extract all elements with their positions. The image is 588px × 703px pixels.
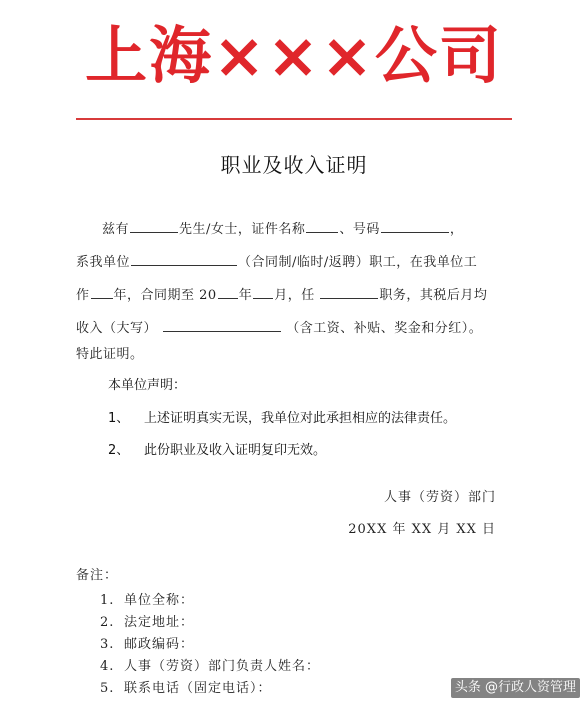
text-segment: 先生/女士，证件名称 [179, 222, 306, 237]
note-item [100, 614, 194, 632]
text-lead: 系我单位 [76, 255, 131, 270]
note-item-number: 2. [100, 615, 115, 630]
text-segment: 月，任 [274, 288, 315, 303]
name-blank [130, 219, 178, 233]
text-segment: 年 [238, 288, 253, 303]
text-lead: 兹有 [102, 222, 130, 237]
note-item-number: 5. [100, 681, 115, 696]
declaration-title: 本单位声明： [108, 378, 187, 393]
note-item-text: 法定地址： [124, 615, 195, 630]
note-item [100, 592, 194, 610]
body-line-5: 特此证明。 [76, 347, 144, 362]
text-segment: 、号码 [339, 222, 380, 237]
years-blank [91, 285, 113, 299]
company-name: 上海×××公司 [85, 19, 503, 92]
note-item-number: 1. [100, 593, 115, 608]
position-blank [320, 285, 378, 299]
signature-date: 20XX 年 XX 月 XX 日 [348, 522, 496, 537]
note-item [100, 636, 194, 654]
note-item-text: 联系电话（固定电话）： [124, 681, 272, 696]
declaration-item [108, 442, 326, 460]
text-lead: 收入（大写） [76, 321, 158, 336]
signature-department: 人事（劳资）部门 [383, 490, 496, 505]
contract-month-blank [253, 285, 273, 299]
declaration-item-text: 上述证明真实无误，我单位对此承担相应的法律责任。 [144, 411, 457, 426]
text-segment: 职务，其税后月均 [379, 288, 488, 303]
note-item [100, 680, 272, 698]
income-blank [163, 318, 281, 332]
text-segment: （含工资、补贴、奖金和分红）。 [286, 321, 483, 336]
source-watermark: 头条 @行政人资管理 [451, 678, 580, 698]
body-line-1 [102, 219, 463, 239]
declaration-item-text: 此份职业及收入证明复印无效。 [144, 443, 327, 458]
employer-blank [131, 252, 237, 266]
contract-year-blank [218, 285, 238, 299]
declaration-item-number: 1、 [108, 411, 130, 426]
id-type-blank [306, 219, 338, 233]
document-title: 职业及收入证明 [220, 153, 368, 177]
text-lead: 作 [76, 288, 90, 303]
note-item-number: 3. [100, 637, 115, 652]
note-item-text: 单位全称： [124, 593, 195, 608]
note-item-text: 邮政编码： [124, 637, 195, 652]
text-segment: ， [449, 222, 464, 237]
text-segment: 年，合同期至 20 [113, 288, 217, 303]
id-number-blank [381, 219, 449, 233]
note-item-text: 人事（劳资）部门负责人姓名： [124, 659, 321, 674]
text-segment: （合同制/临时/返聘）职工，在我单位工 [238, 255, 478, 270]
header-divider [76, 118, 512, 120]
note-item [100, 658, 320, 676]
note-item-number: 4. [100, 659, 115, 674]
body-line-4 [76, 318, 482, 338]
notes-label: 备注： [76, 568, 119, 583]
body-line-2 [76, 252, 477, 272]
declaration-item-number: 2、 [108, 443, 130, 458]
declaration-item [108, 410, 456, 428]
body-line-3 [76, 285, 487, 305]
